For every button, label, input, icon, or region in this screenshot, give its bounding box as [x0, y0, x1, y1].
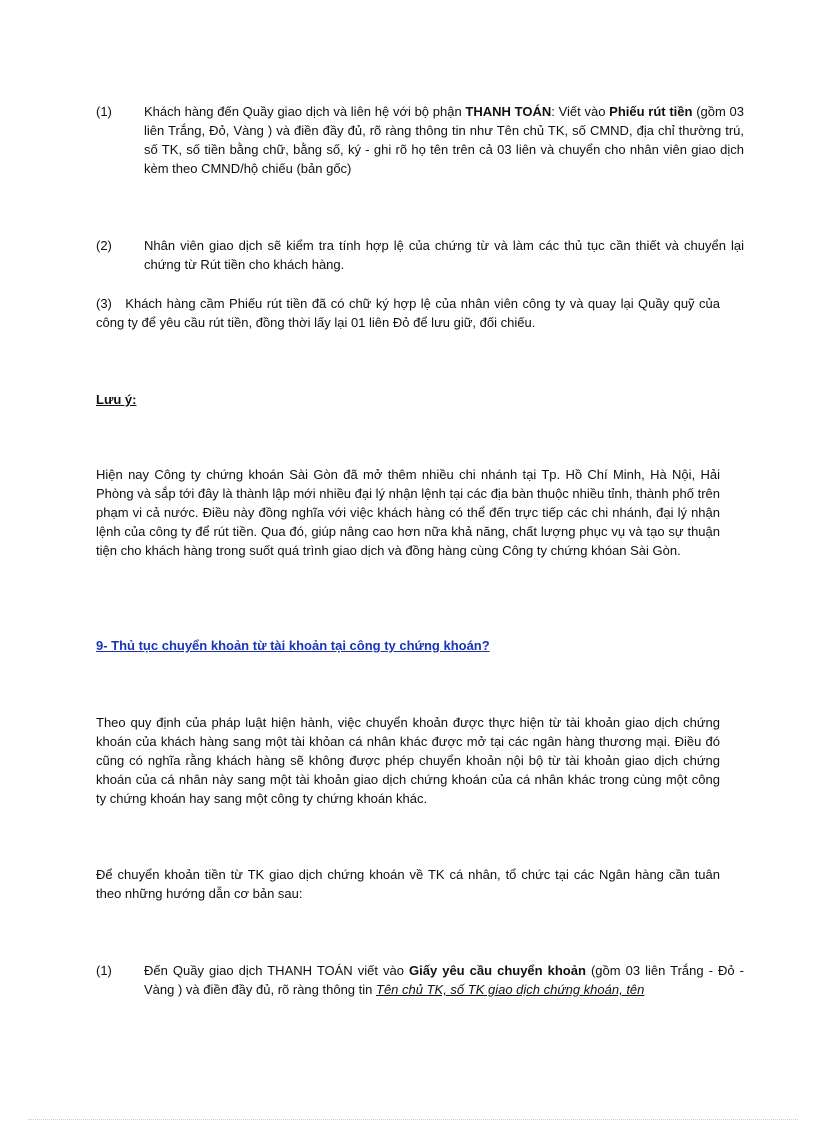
form-giay-yeu-cau-chuyen-khoan: Giấy yêu cầu chuyển khoản [409, 963, 586, 978]
page-bottom-divider [28, 1119, 798, 1120]
step-1-number: (1) [96, 104, 112, 119]
note-paragraph: Hiện nay Công ty chứng khoán Sài Gòn đã mở thêm nhiều chi nhánh tại Tp. Hồ Chí Minh, Hà Nội, Hải Phòng và sắp tới đây là thành lập mới nhiều đại lý nhận lệnh tại các địa bàn thuộc nhiều tỉnh, thành phố trên phạm vi cả nước. Điều này đồng nghĩa với việc khách hàng có thể đến trực tiếp các chi nhánh, đại lý nhận lệnh của công ty để rút tiền. Qua đó, giúp nâng cao hơn nữa khả năng, chất lượng phục vụ và tạo sự thuận tiện cho khách hàng trong suốt quá trình giao dịch và đồng hàng cùng Công ty chứng khóan Sài Gòn. [96, 467, 720, 558]
section-9-step-1-paragraph: (1) Đến Quầy giao dịch THANH TOÁN viết vào Giấy yêu cầu chuyển khoản (gồm 03 liên Trắng - Đỏ - Vàng ) và điền đầy đủ, rõ ràng thông tin Tên chủ TK, số TK giao dịch chứng khoán, tên [96, 963, 744, 997]
section-9-heading-link[interactable]: 9- Thủ tục chuyển khoản từ tài khoản tại công ty chứng khoán? [96, 638, 490, 653]
dept-thanh-toan: THANH TOÁN [465, 104, 552, 119]
section-9-paragraph-1: Theo quy định của pháp luật hiện hành, việc chuyển khoản được thực hiện từ tài khoản giao dịch chứng khoán của khách hàng sang một tài khỏan cá nhân khác được mở tại các ngân hàng thương mại. Điều đó cũng có nghĩa rằng khách hàng sẽ không được phép chuyển khoản nội bộ từ tài khoản giao dịch chứng khoán của cá nhân này sang một tài khoản giao dịch chứng khoán của cá nhân khác trong cùng một công ty chứng khoán hay sang một công ty chứng khoán khác. [96, 715, 720, 806]
step-2-paragraph: (2) Nhân viên giao dịch sẽ kiểm tra tính hợp lệ của chứng từ và làm các thủ tục cần thiết và chuyển lại chứng từ Rút tiền cho khách hàng. [96, 238, 744, 272]
step-2-number: (2) [96, 238, 112, 253]
step-3-paragraph: (3) Khách hàng cầm Phiếu rút tiền đã có chữ ký hợp lệ của nhân viên công ty và quay lại Quầy quỹ của công ty để yêu cầu rút tiền, đồng thời lấy lại 01 liên Đỏ để lưu giữ, đối chiếu. [96, 296, 720, 330]
section-9-step-1-number: (1) [96, 963, 112, 978]
note-title: Lưu ý: [96, 392, 137, 407]
step-1-paragraph: (1) Khách hàng đến Quầy giao dịch và liên hệ với bộ phận THANH TOÁN: Viết vào Phiếu rút tiền (gồm 03 liên Trắng, Đỏ, Vàng ) và điền đầy đủ, rõ ràng thông tin như Tên chủ TK, số CMND, địa chỉ thường trú, số TK, số tiền bằng chữ, bằng số, ký - ghi rõ họ tên trên cả 03 liên và chuyển cho nhân viên giao dịch kèm theo CMND/hộ chiếu (bản gốc) [96, 104, 745, 176]
section-9-paragraph-2: Để chuyển khoản tiền từ TK giao dịch chứng khoán về TK cá nhân, tổ chức tại các Ngân hàng cần tuân theo những hướng dẫn cơ bản sau: [96, 867, 720, 901]
step-3-number: (3) [96, 296, 112, 311]
required-fields-italic: Tên chủ TK, số TK giao dịch chứng khoán, tên [376, 982, 645, 997]
form-phieu-rut-tien: Phiếu rút tiền [609, 104, 693, 119]
